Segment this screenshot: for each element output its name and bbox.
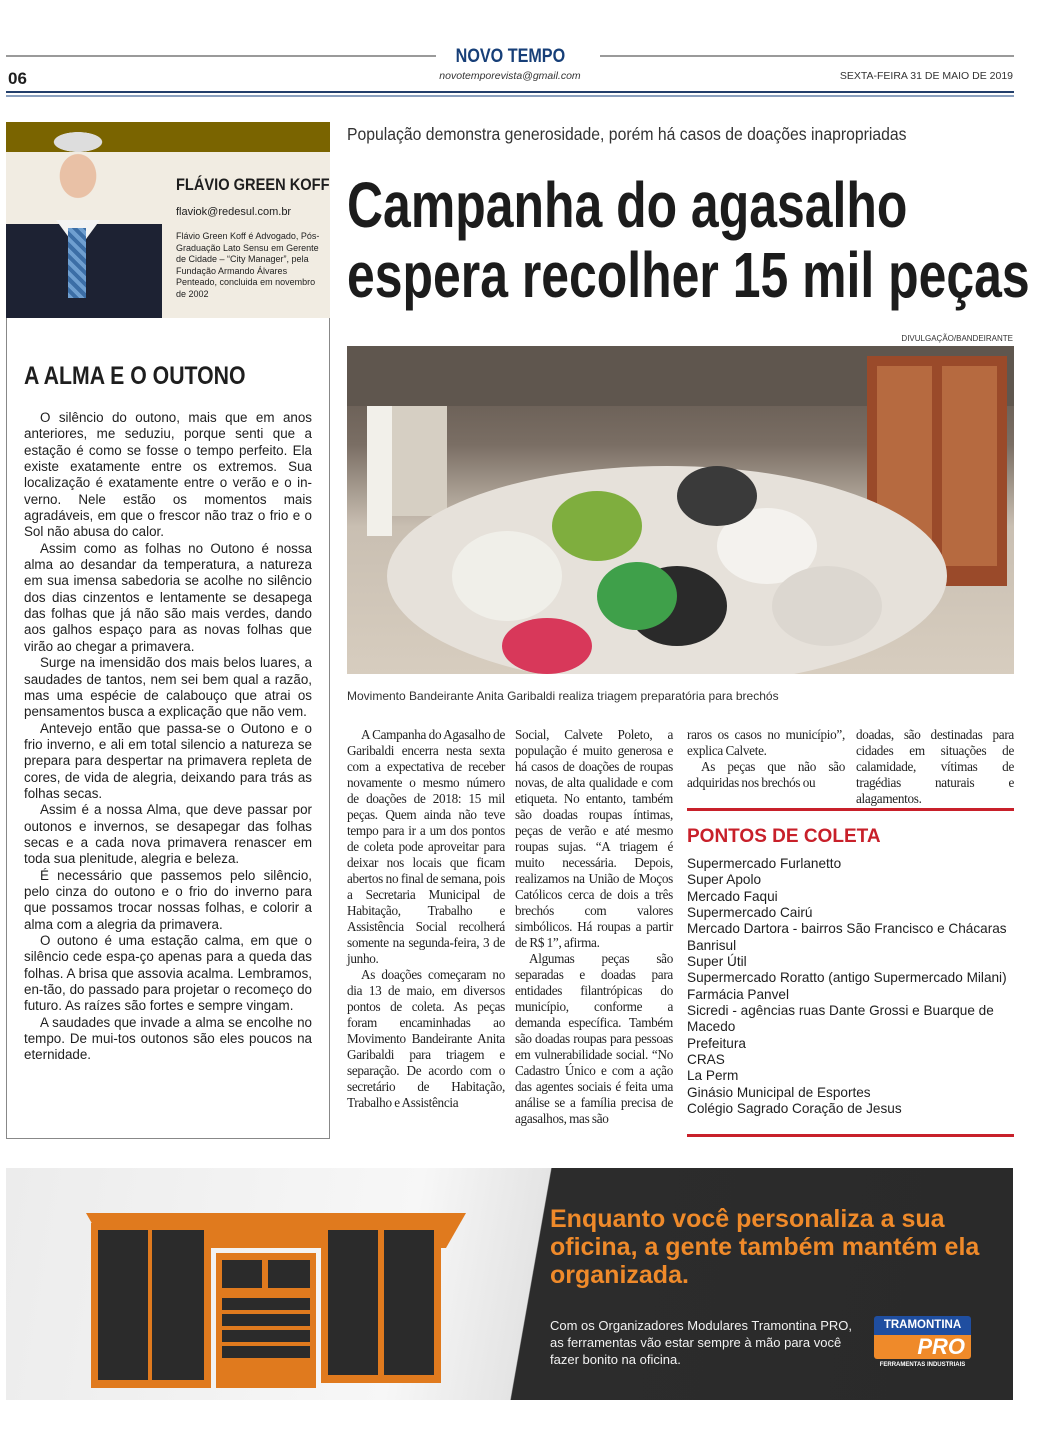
logo-brand: TRAMONTINA [874,1316,971,1335]
tramontina-pro-logo [874,1316,971,1368]
publication-email: novotemporevista@gmail.com [439,70,581,82]
pontos-top-rule [687,808,1014,811]
article-headline: Campanha do agasalho espera recolher 15 mil peças [347,169,1030,311]
author-bio: Flávio Green Koff é Advogado, Pós-Graduação Lato Sensu em Gerente de Cidade – “City Manager”, pela Fundação Armando Álvares Penteado, concluida em novembro de 2002 [176,231,320,299]
paragraph: Surge na imensidão dos mais belos luares, a saudades de tantos, nem sei bem qual a razão, mas uma espécie de calabouço que atrai os pensamentos busca a explicação que não vem. [24,655,312,720]
ad-body: Com os Organizadores Modulares Tramontina PRO, as ferramentas vão estar sempre à mão para você fazer bonito na oficina. [550,1318,853,1367]
list-item: CRAS [687,1052,725,1068]
donation-bags-illustration [347,346,1014,674]
author-name: FLÁVIO GREEN KOFF [176,175,330,194]
header-divider [6,91,1014,93]
publication-name: NOVO TEMPO [455,46,565,67]
article-column-1 [347,727,505,1111]
column-body [24,410,312,1064]
paragraph: As doações começaram no dia 13 de maio, em diversos pontos de coleta. As peças foram encaminhadas ao Movimento Bandeirante Anita Garibaldi para triagem e separação. De acordo com o secretário de Habitação, Trabalho e Assistência [347,967,505,1110]
photo-caption: Movimento Bandeirante Anita Garibaldi realiza triagem preparatória para brechós [347,689,779,703]
paragraph: O outono é uma estação calma, em que o silêncio cede espa-ço apenas para a queda das folhas. A brisa que assovia acalma. Lembramos, en-tão, do passado para projetar o recomeço do futuro. As raízes são fortes e sempre vingam. [24,933,312,1014]
list-item: Colégio Sagrado Coração de Jesus [687,1101,902,1117]
list-item: Ginásio Municipal de Esportes [687,1084,871,1100]
list-item: La Perm [687,1068,739,1084]
list-item: Banrisul [687,937,737,953]
list-item: Sicredi - agências ruas Dante Grossi e Buarque de Macedo [687,1003,994,1035]
issue-date: SEXTA-FEIRA 31 DE MAIO DE 2019 [839,70,1013,82]
column-title: A ALMA E O OUTONO [24,362,246,390]
list-item: Supermercado Furlanetto [687,856,842,871]
paragraph: A saudades que invade a alma se encolhe no tempo. De mui-tos outonos são eles poucos na eternidade. [24,1014,312,1063]
tool-cabinet-illustration [6,1168,526,1400]
list-item: Farmácia Panvel [687,986,789,1002]
paragraph: Assim é a nossa Alma, que deve passar por outonos e invernos, se desapegar das folhas secas e a cada nova primavera renascer em toda sua plenitude, alegria e beleza. [24,802,312,867]
paragraph: O silêncio do outono, mais que em anos anteriores, me seduziu, porque senti que a estação é como se fosse o tempo perfeito. Ela existe exatamente entre os extremos. Sua localização é exatamente entre o verão e o in-verno. Nele estão os momentos mais agradáveis, em que o frescor não traz o frio e o Sol não abusa do calor. [24,410,312,540]
paragraph: Algumas peças são separadas e doadas para entidades filantrópicas do município, conforme a demanda específica. Também são doadas roupas para pessoas em vulnerabilidade social. “No Cadastro Único e com a ação das agentes sociais é feita uma análise se a família precisa de agasalhos, mas são [515,951,673,1126]
list-item: Mercado Faqui [687,888,778,904]
pontos-bottom-rule [687,1134,1014,1137]
list-item: Super Útil [687,954,747,970]
logo-subtitle: FERRAMENTAS INDUSTRIAIS [879,1362,966,1368]
list-item: Supermercado Roratto (antigo Supermercado Milani) [687,970,1007,986]
list-item: Super Apolo [687,872,762,888]
photo-credit: DIVULGAÇÃO/BANDEIRANTE [901,334,1013,343]
author-email: flaviok@redesul.com.br [176,206,292,218]
collection-points-box [687,826,1014,1118]
page-number: 06 [8,69,27,88]
article-photo [347,346,1014,674]
paragraph: É necessário que passemos pelo silêncio, pelo cinza do outono e o frio do inverno para que possamos trocar nossas folhas, e colorir a alma com a alegria da primavera. [24,867,312,932]
header-divider-2 [6,95,1014,97]
list-item: Supermercado Cairú [687,905,813,921]
article-kicker: População demonstra generosidade, porém há casos de doações inapropriadas [347,124,907,144]
article-column-2 [515,727,673,1127]
paragraph: raros os casos no município”, explica Calvete. [687,727,845,758]
paragraph: Antevejo então que passa-se o Outono e o frio inverno, e ali em total silencio a natureza se prepara para despertar na primavera repleta de cores, de vida de alegria, deixando para trás as folhas secas. [24,720,312,801]
logo-pro: PRO [874,1335,971,1359]
ad-headline: Enquanto você personaliza a sua oficina, a gente também mantém ela organizada. [550,1205,980,1289]
paragraph: Social, Calvete Poleto, a população é muito generosa e há casos de doações de roupas novas, de alta qualidade e com etiqueta. No entanto, também são doadas roupas íntimas, peças de verão e até mesmo roupas sujas. “A triagem é muito necessária. Depois, realizamos na União de Moços Católicos cerca de dois a três brechós com valores simbólicos. Há roupas a partir de R$ 1”, afirma. [515,727,673,950]
paragraph: A Campanha do Agasalho de Garibaldi encerra nesta sexta com a expectativa de receber novamente o mesmo número de doações de 2018: 15 mil peças. Quem ainda não teve tempo para ir a um dos pontos de coleta pode aproveitar para deixar nos locais que ficam abertos no final de semana, pois a Secretaria Municipal de Habitação, Trabalho e Assistência Social recolherá somente na segunda-feira, 3 de junho. [347,727,505,966]
list-item: Prefeitura [687,1035,746,1051]
collection-points-list [687,856,1014,1118]
article-column-4 [856,727,1014,807]
paragraph: As peças que não são adquiridas nos brechós ou [687,759,845,790]
author-photo [6,128,162,318]
list-item: Mercado Dartora - bairros São Francisco e Chácaras [687,921,1007,937]
paragraph: doadas, são destinadas para cidades em situações de calamidade, vítimas de tragédias naturais e alagamentos. [856,727,1014,806]
paragraph: Assim como as folhas no Outono é nossa alma ao desandar da temperatura, a natureza em sua imensa sabedoria se acolhe no silêncio dos dias cinzentos e lentamente se desapega das folhas que já não são mais verdes, dando aos galhos espaço para as novas folhas que virão ao chegar a primavera. [24,540,312,654]
collection-points-title: PONTOS DE COLETA [687,826,881,847]
article-column-3 [687,727,845,791]
